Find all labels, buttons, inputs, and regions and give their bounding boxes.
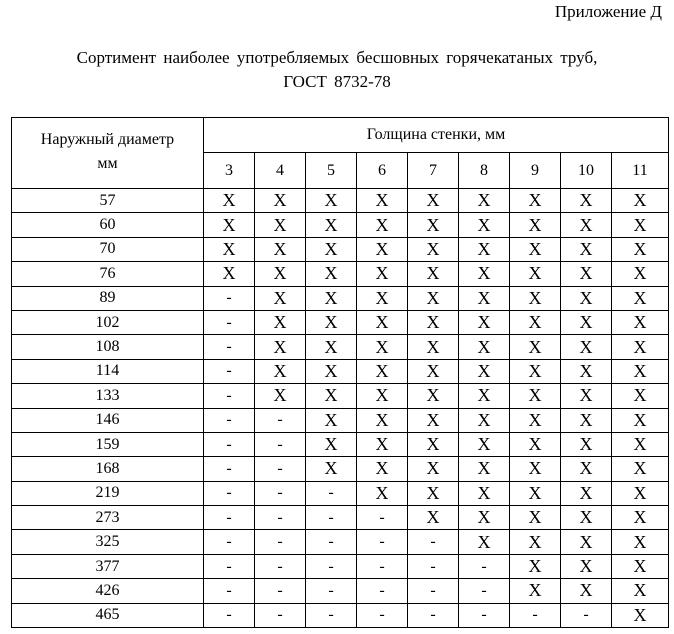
diameter-cell: 89 xyxy=(12,286,204,310)
diameter-cell: 146 xyxy=(12,408,204,432)
diameter-cell: 108 xyxy=(12,335,204,359)
available-mark: X xyxy=(561,359,612,383)
diameter-cell: 70 xyxy=(12,237,204,261)
diameter-cell: 219 xyxy=(12,481,204,505)
table-row xyxy=(12,310,669,334)
unavailable-mark: - xyxy=(204,530,255,554)
unavailable-mark: - xyxy=(306,554,357,578)
available-mark: X xyxy=(510,384,561,408)
table-row xyxy=(12,579,669,603)
available-mark: X xyxy=(510,579,561,603)
available-mark: X xyxy=(306,408,357,432)
unavailable-mark: - xyxy=(357,506,408,530)
table-row xyxy=(12,359,669,383)
unavailable-mark: - xyxy=(204,506,255,530)
table-row xyxy=(12,189,669,213)
available-mark: X xyxy=(561,237,612,261)
unavailable-mark: - xyxy=(357,530,408,554)
unavailable-mark: - xyxy=(255,432,306,456)
available-mark: X xyxy=(459,506,510,530)
available-mark: X xyxy=(612,481,669,505)
available-mark: X xyxy=(357,335,408,359)
unavailable-mark: - xyxy=(204,603,255,627)
thickness-column-header: 9 xyxy=(510,153,561,189)
unavailable-mark: - xyxy=(204,359,255,383)
unavailable-mark: - xyxy=(255,579,306,603)
available-mark: X xyxy=(510,262,561,286)
available-mark: X xyxy=(612,408,669,432)
available-mark: X xyxy=(561,335,612,359)
available-mark: X xyxy=(306,237,357,261)
table-row xyxy=(12,481,669,505)
available-mark: X xyxy=(561,286,612,310)
unavailable-mark: - xyxy=(408,603,459,627)
available-mark: X xyxy=(510,335,561,359)
available-mark: X xyxy=(357,286,408,310)
available-mark: X xyxy=(204,262,255,286)
unavailable-mark: - xyxy=(357,603,408,627)
available-mark: X xyxy=(612,262,669,286)
available-mark: X xyxy=(510,213,561,237)
table-row xyxy=(12,554,669,578)
title-line-1: Сортимент наиболее употребляемых бесшовных горячекатаных труб, xyxy=(76,48,598,67)
unavailable-mark: - xyxy=(204,335,255,359)
pipe-assortment-table xyxy=(11,117,669,628)
diameter-cell: 57 xyxy=(12,189,204,213)
available-mark: X xyxy=(408,237,459,261)
available-mark: X xyxy=(306,335,357,359)
available-mark: X xyxy=(408,213,459,237)
available-mark: X xyxy=(408,359,459,383)
table-row xyxy=(12,432,669,456)
available-mark: X xyxy=(408,286,459,310)
thickness-column-header: 4 xyxy=(255,153,306,189)
unavailable-mark: - xyxy=(459,554,510,578)
unavailable-mark: - xyxy=(510,603,561,627)
available-mark: X xyxy=(561,262,612,286)
available-mark: X xyxy=(561,384,612,408)
available-mark: X xyxy=(306,432,357,456)
available-mark: X xyxy=(459,530,510,554)
unavailable-mark: - xyxy=(204,457,255,481)
available-mark: X xyxy=(306,189,357,213)
unavailable-mark: - xyxy=(459,603,510,627)
available-mark: X xyxy=(255,262,306,286)
available-mark: X xyxy=(510,286,561,310)
unavailable-mark: - xyxy=(204,310,255,334)
available-mark: X xyxy=(612,457,669,481)
available-mark: X xyxy=(612,506,669,530)
table-row xyxy=(12,457,669,481)
available-mark: X xyxy=(357,237,408,261)
thickness-column-header: 7 xyxy=(408,153,459,189)
table-row xyxy=(12,603,669,627)
available-mark: X xyxy=(612,286,669,310)
diameter-header-line-1: Наружный диаметр xyxy=(40,131,175,148)
available-mark: X xyxy=(561,432,612,456)
unavailable-mark: - xyxy=(255,457,306,481)
diameter-cell: 76 xyxy=(12,262,204,286)
diameter-header xyxy=(12,118,204,189)
available-mark: X xyxy=(510,432,561,456)
table-row xyxy=(12,408,669,432)
available-mark: X xyxy=(459,384,510,408)
available-mark: X xyxy=(357,457,408,481)
available-mark: X xyxy=(357,481,408,505)
diameter-cell: 114 xyxy=(12,359,204,383)
available-mark: X xyxy=(561,408,612,432)
available-mark: X xyxy=(561,579,612,603)
available-mark: X xyxy=(204,237,255,261)
available-mark: X xyxy=(408,408,459,432)
available-mark: X xyxy=(510,530,561,554)
available-mark: X xyxy=(612,310,669,334)
diameter-cell: 159 xyxy=(12,432,204,456)
available-mark: X xyxy=(459,237,510,261)
available-mark: X xyxy=(612,530,669,554)
available-mark: X xyxy=(561,189,612,213)
available-mark: X xyxy=(357,213,408,237)
table-row xyxy=(12,286,669,310)
unavailable-mark: - xyxy=(204,554,255,578)
diameter-cell: 102 xyxy=(12,310,204,334)
unavailable-mark: - xyxy=(204,286,255,310)
available-mark: X xyxy=(561,554,612,578)
unavailable-mark: - xyxy=(255,506,306,530)
available-mark: X xyxy=(612,359,669,383)
thickness-column-header: 5 xyxy=(306,153,357,189)
available-mark: X xyxy=(612,237,669,261)
available-mark: X xyxy=(306,457,357,481)
available-mark: X xyxy=(255,335,306,359)
diameter-cell: 60 xyxy=(12,213,204,237)
available-mark: X xyxy=(510,554,561,578)
thickness-header: Голщина стенки, мм xyxy=(204,118,669,153)
available-mark: X xyxy=(255,359,306,383)
unavailable-mark: - xyxy=(255,408,306,432)
table-row xyxy=(12,506,669,530)
available-mark: X xyxy=(612,384,669,408)
diameter-cell: 377 xyxy=(12,554,204,578)
available-mark: X xyxy=(612,579,669,603)
unavailable-mark: - xyxy=(306,530,357,554)
table-body xyxy=(12,189,669,628)
unavailable-mark: - xyxy=(255,481,306,505)
available-mark: X xyxy=(408,457,459,481)
available-mark: X xyxy=(255,237,306,261)
diameter-cell: 273 xyxy=(12,506,204,530)
available-mark: X xyxy=(306,213,357,237)
diameter-cell: 465 xyxy=(12,603,204,627)
available-mark: X xyxy=(408,481,459,505)
available-mark: X xyxy=(306,310,357,334)
available-mark: X xyxy=(459,359,510,383)
unavailable-mark: - xyxy=(357,579,408,603)
available-mark: X xyxy=(459,286,510,310)
available-mark: X xyxy=(357,432,408,456)
diameter-cell: 133 xyxy=(12,384,204,408)
diameter-cell: 426 xyxy=(12,579,204,603)
available-mark: X xyxy=(306,359,357,383)
available-mark: X xyxy=(357,189,408,213)
available-mark: X xyxy=(561,530,612,554)
thickness-column-header: 11 xyxy=(612,153,669,189)
available-mark: X xyxy=(459,213,510,237)
unavailable-mark: - xyxy=(408,554,459,578)
available-mark: X xyxy=(255,286,306,310)
available-mark: X xyxy=(510,359,561,383)
available-mark: X xyxy=(408,189,459,213)
available-mark: X xyxy=(255,213,306,237)
available-mark: X xyxy=(357,310,408,334)
available-mark: X xyxy=(357,359,408,383)
available-mark: X xyxy=(612,432,669,456)
unavailable-mark: - xyxy=(357,554,408,578)
available-mark: X xyxy=(408,432,459,456)
available-mark: X xyxy=(408,506,459,530)
unavailable-mark: - xyxy=(306,481,357,505)
available-mark: X xyxy=(612,554,669,578)
thickness-column-header: 8 xyxy=(459,153,510,189)
available-mark: X xyxy=(408,262,459,286)
available-mark: X xyxy=(459,481,510,505)
available-mark: X xyxy=(459,408,510,432)
available-mark: X xyxy=(561,310,612,334)
available-mark: X xyxy=(459,310,510,334)
table-row xyxy=(12,384,669,408)
available-mark: X xyxy=(204,189,255,213)
thickness-column-header: 3 xyxy=(204,153,255,189)
diameter-cell: 168 xyxy=(12,457,204,481)
available-mark: X xyxy=(204,213,255,237)
table-row xyxy=(12,237,669,261)
available-mark: X xyxy=(408,310,459,334)
diameter-header-line-2: мм xyxy=(97,155,118,172)
available-mark: X xyxy=(459,432,510,456)
unavailable-mark: - xyxy=(204,384,255,408)
available-mark: X xyxy=(561,506,612,530)
unavailable-mark: - xyxy=(255,554,306,578)
table-row xyxy=(12,335,669,359)
available-mark: X xyxy=(510,481,561,505)
available-mark: X xyxy=(357,408,408,432)
available-mark: X xyxy=(612,335,669,359)
available-mark: X xyxy=(510,506,561,530)
available-mark: X xyxy=(510,457,561,481)
available-mark: X xyxy=(510,310,561,334)
unavailable-mark: - xyxy=(204,408,255,432)
available-mark: X xyxy=(510,237,561,261)
unavailable-mark: - xyxy=(306,506,357,530)
available-mark: X xyxy=(255,310,306,334)
available-mark: X xyxy=(408,335,459,359)
available-mark: X xyxy=(612,603,669,627)
available-mark: X xyxy=(459,457,510,481)
available-mark: X xyxy=(561,481,612,505)
unavailable-mark: - xyxy=(306,579,357,603)
available-mark: X xyxy=(255,189,306,213)
unavailable-mark: - xyxy=(408,530,459,554)
title-line-2: ГОСТ 8732-78 xyxy=(283,72,391,91)
available-mark: X xyxy=(612,213,669,237)
unavailable-mark: - xyxy=(204,432,255,456)
available-mark: X xyxy=(408,384,459,408)
unavailable-mark: - xyxy=(408,579,459,603)
unavailable-mark: - xyxy=(255,530,306,554)
document-title xyxy=(0,46,674,94)
table-row xyxy=(12,262,669,286)
available-mark: X xyxy=(510,408,561,432)
available-mark: X xyxy=(561,457,612,481)
unavailable-mark: - xyxy=(306,603,357,627)
table-row xyxy=(12,213,669,237)
unavailable-mark: - xyxy=(459,579,510,603)
available-mark: X xyxy=(357,262,408,286)
thickness-column-header: 10 xyxy=(561,153,612,189)
unavailable-mark: - xyxy=(204,481,255,505)
available-mark: X xyxy=(306,262,357,286)
diameter-cell: 325 xyxy=(12,530,204,554)
available-mark: X xyxy=(510,189,561,213)
available-mark: X xyxy=(459,189,510,213)
available-mark: X xyxy=(561,213,612,237)
thickness-column-header: 6 xyxy=(357,153,408,189)
available-mark: X xyxy=(459,262,510,286)
appendix-label: Приложение Д xyxy=(554,2,662,21)
available-mark: X xyxy=(612,189,669,213)
available-mark: X xyxy=(306,286,357,310)
available-mark: X xyxy=(357,384,408,408)
table-row xyxy=(12,530,669,554)
unavailable-mark: - xyxy=(204,579,255,603)
available-mark: X xyxy=(255,384,306,408)
available-mark: X xyxy=(459,335,510,359)
unavailable-mark: - xyxy=(561,603,612,627)
available-mark: X xyxy=(306,384,357,408)
unavailable-mark: - xyxy=(255,603,306,627)
